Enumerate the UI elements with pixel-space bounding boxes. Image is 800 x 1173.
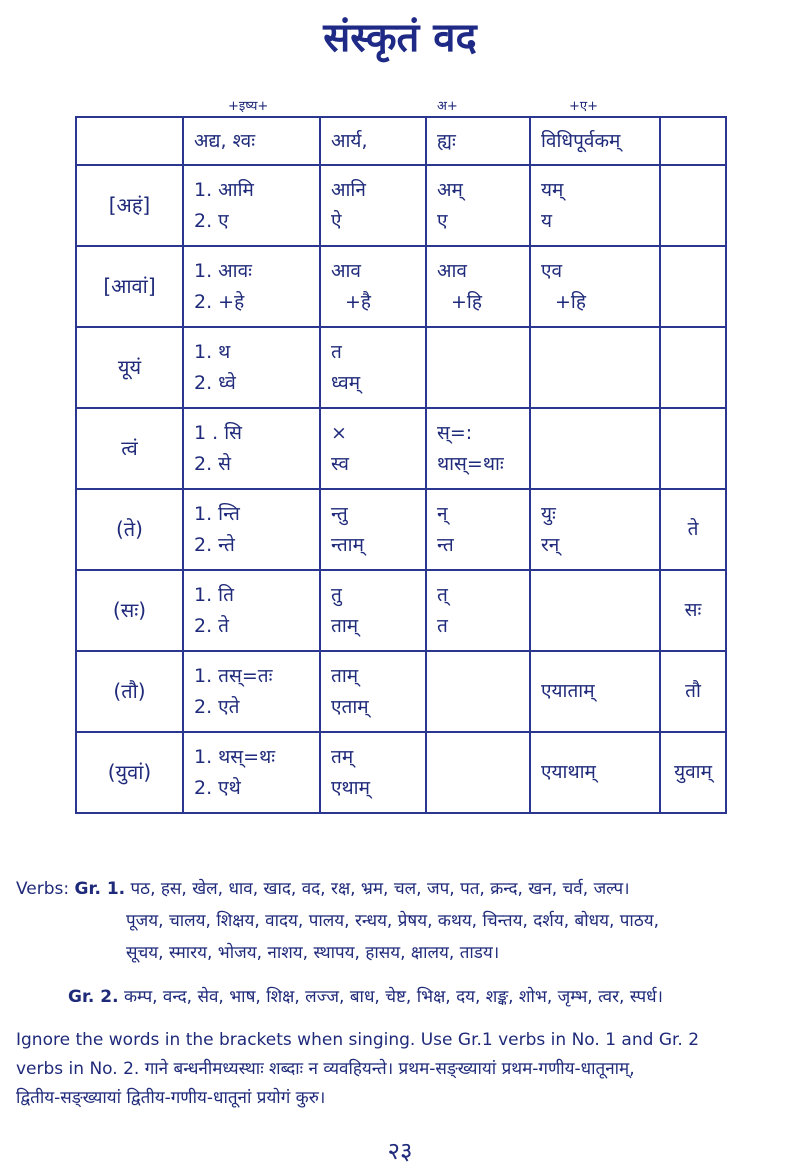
table-cell <box>183 246 320 327</box>
cell-line: 2. ते <box>194 614 229 637</box>
table-cell <box>426 651 530 732</box>
table-cell <box>660 408 726 489</box>
table-row <box>76 246 726 327</box>
cell-line: त <box>331 340 342 363</box>
cell-line: 2. एथे <box>194 776 241 799</box>
table-cell <box>183 570 320 651</box>
cell-line: युः <box>541 502 556 525</box>
cell-line: न् <box>437 502 448 525</box>
cell-line: 2. +हे <box>194 290 245 313</box>
table-row <box>76 489 726 570</box>
verbs-label: Verbs: <box>16 879 70 899</box>
table-row <box>76 732 726 813</box>
table-header-row <box>76 117 726 165</box>
verbs-gr1-line-2: पूजय, चालय, शिक्षय, वादय, पालय, रन्धय, प्रेषय, कथय, चिन्तय, दर्शय, बोधय, पाठय, <box>126 911 659 931</box>
row-label: (सः) <box>76 570 183 651</box>
cell-line: तम् <box>331 745 354 768</box>
cell-line: एयाथाम् <box>541 761 596 783</box>
cell-line: 2. ध्वे <box>194 371 236 394</box>
gr1-verbs-text: पठ, हस, खेल, धाव, खाद, वद, रक्ष, भ्रम, चल, जप, पत, क्रन्द, खन, चर्व, जल्प। <box>130 879 630 899</box>
cell-line: 2. एते <box>194 695 240 718</box>
table-cell <box>530 732 660 813</box>
note-line-1: Ignore the words in the brackets when singing. Use Gr.1 verbs in No. 1 and Gr. 2 <box>16 1030 700 1050</box>
cell-line: रन् <box>541 533 560 556</box>
cell-line: 2. ए <box>194 209 229 232</box>
page-title: संस्कृतं वद <box>323 15 477 61</box>
instructions-note <box>16 1026 788 1113</box>
table-cell <box>320 246 426 327</box>
cell-line: 1. थस्=थः <box>194 745 276 768</box>
gr1-label: Gr. 1. <box>74 879 126 899</box>
cell-line: न्त <box>437 533 454 556</box>
table-cell <box>660 246 726 327</box>
table-cell <box>320 732 426 813</box>
verbs-gr2-line <box>68 984 663 1007</box>
table-cell <box>660 732 726 813</box>
table-header-cell <box>76 117 183 165</box>
cell-line: तौ <box>685 680 701 702</box>
cell-line: एथाम् <box>331 776 370 799</box>
cell-line: 2. से <box>194 452 232 475</box>
cell-line: +हि <box>451 290 482 313</box>
table-cell <box>660 651 726 732</box>
cell-line: 1. थ <box>194 340 231 363</box>
cell-line: सः <box>684 599 702 621</box>
table-cell <box>426 570 530 651</box>
table-cell <box>660 165 726 246</box>
cell-line: 1 . सि <box>194 421 242 444</box>
table-cell <box>183 732 320 813</box>
table-cell <box>426 246 530 327</box>
page-number: २३ <box>387 1137 413 1165</box>
table-cell <box>530 408 660 489</box>
note-line-3: द्वितीय-सङ्ख्यायां द्वितीय-गणीय-धातूनां प्रयोगं कुरु। <box>16 1088 326 1108</box>
cell-line: ए <box>437 209 448 232</box>
cell-line: त <box>437 614 448 637</box>
row-label: [आवां] <box>76 246 183 327</box>
conjugation-table <box>75 116 727 814</box>
row-label: (ते) <box>76 489 183 570</box>
table-header-cell: आर्य, <box>320 117 426 165</box>
note-line-2: verbs in No. 2. गाने बन्धनीमध्यस्थाः शब्दाः न व्यवहियन्ते। प्रथम-सङ्ख्यायां प्रथम-गणीय-धातूनाम्, <box>16 1059 635 1079</box>
table-header-cell: अद्य, श्वः <box>183 117 320 165</box>
table-cell <box>426 732 530 813</box>
table-cell <box>320 165 426 246</box>
cell-line: 1. ति <box>194 583 234 606</box>
cell-line: थास्=थाः <box>437 452 504 475</box>
cell-line: 1. आवः <box>194 259 252 282</box>
column-header-notes <box>0 96 800 116</box>
cell-line: आव <box>437 259 467 282</box>
cell-line: स्=: <box>437 421 473 444</box>
row-label: (तौ) <box>76 651 183 732</box>
table-header-cell <box>660 117 726 165</box>
table-cell <box>660 570 726 651</box>
table-cell <box>426 165 530 246</box>
table-cell <box>426 327 530 408</box>
table-cell <box>530 651 660 732</box>
table-cell <box>320 408 426 489</box>
cell-line: 1. तस्=तः <box>194 664 273 687</box>
cell-line: ताम् <box>331 664 359 687</box>
gr2-verbs-text: कम्प, वन्द, सेव, भाष, शिक्ष, लज्ज, बाध, चेष्ट, भिक्ष, दय, शङ्क, शोभ, जृम्भ, त्वर, स्पर्ध। <box>123 987 663 1007</box>
cell-line: न्ताम् <box>331 533 364 556</box>
row-label: यूयं <box>76 327 183 408</box>
table-cell <box>530 165 660 246</box>
cell-line: ते <box>687 518 699 540</box>
verbs-gr1-line-3: सूचय, स्मारय, भोजय, नाशय, स्थापय, हासय, क्षालय, ताडय। <box>126 943 500 963</box>
row-label: [अहं] <box>76 165 183 246</box>
cell-line: ताम् <box>331 614 359 637</box>
table-header-cell: विधिपूर्वकम् <box>530 117 660 165</box>
cell-line: तु <box>331 583 342 606</box>
cell-line: आनि <box>331 178 366 201</box>
cell-line: ध्वम् <box>331 371 361 394</box>
cell-line: एताम् <box>331 695 369 718</box>
table-cell <box>183 651 320 732</box>
cell-line: आव <box>331 259 361 282</box>
row-label: त्वं <box>76 408 183 489</box>
table-header-cell: ह्यः <box>426 117 530 165</box>
cell-line: +हि <box>555 290 586 313</box>
table-row <box>76 165 726 246</box>
table-row <box>76 651 726 732</box>
table-cell <box>183 408 320 489</box>
cell-line: स्व <box>331 452 349 475</box>
table-cell <box>426 408 530 489</box>
cell-line: य <box>541 209 553 232</box>
cell-line: 1. न्ति <box>194 502 240 525</box>
cell-line: एव <box>541 259 563 282</box>
table-cell <box>530 327 660 408</box>
table-row <box>76 327 726 408</box>
table-cell <box>530 246 660 327</box>
table-cell <box>320 651 426 732</box>
table-cell <box>530 489 660 570</box>
table-row <box>76 408 726 489</box>
table-row <box>76 570 726 651</box>
table-cell <box>530 570 660 651</box>
cell-line: त् <box>437 583 448 606</box>
table-cell <box>320 570 426 651</box>
header-note-e: +ए+ <box>569 99 598 114</box>
cell-line: 1. आमि <box>194 178 254 201</box>
cell-line: ऐ <box>331 209 342 232</box>
header-note-a: अ+ <box>437 99 458 114</box>
cell-line: युवाम् <box>674 761 712 783</box>
table-cell <box>660 489 726 570</box>
cell-line: × <box>331 421 347 444</box>
cell-line: +है <box>345 290 372 313</box>
table-cell <box>320 327 426 408</box>
cell-line: एयाताम् <box>541 680 595 702</box>
table-cell <box>320 489 426 570</box>
gr2-label: Gr. 2. <box>68 987 119 1007</box>
cell-line: 2. न्ते <box>194 533 235 556</box>
cell-line: अम् <box>437 178 463 201</box>
cell-line: न्तु <box>331 502 348 525</box>
table-cell <box>183 489 320 570</box>
verbs-gr1-line-1 <box>16 876 630 899</box>
table-cell <box>426 489 530 570</box>
table-cell <box>183 165 320 246</box>
cell-line: यम् <box>541 178 564 201</box>
table-cell <box>660 327 726 408</box>
table-cell <box>183 327 320 408</box>
header-note-ishya: +इष्य+ <box>228 99 269 114</box>
row-label: (युवां) <box>76 732 183 813</box>
